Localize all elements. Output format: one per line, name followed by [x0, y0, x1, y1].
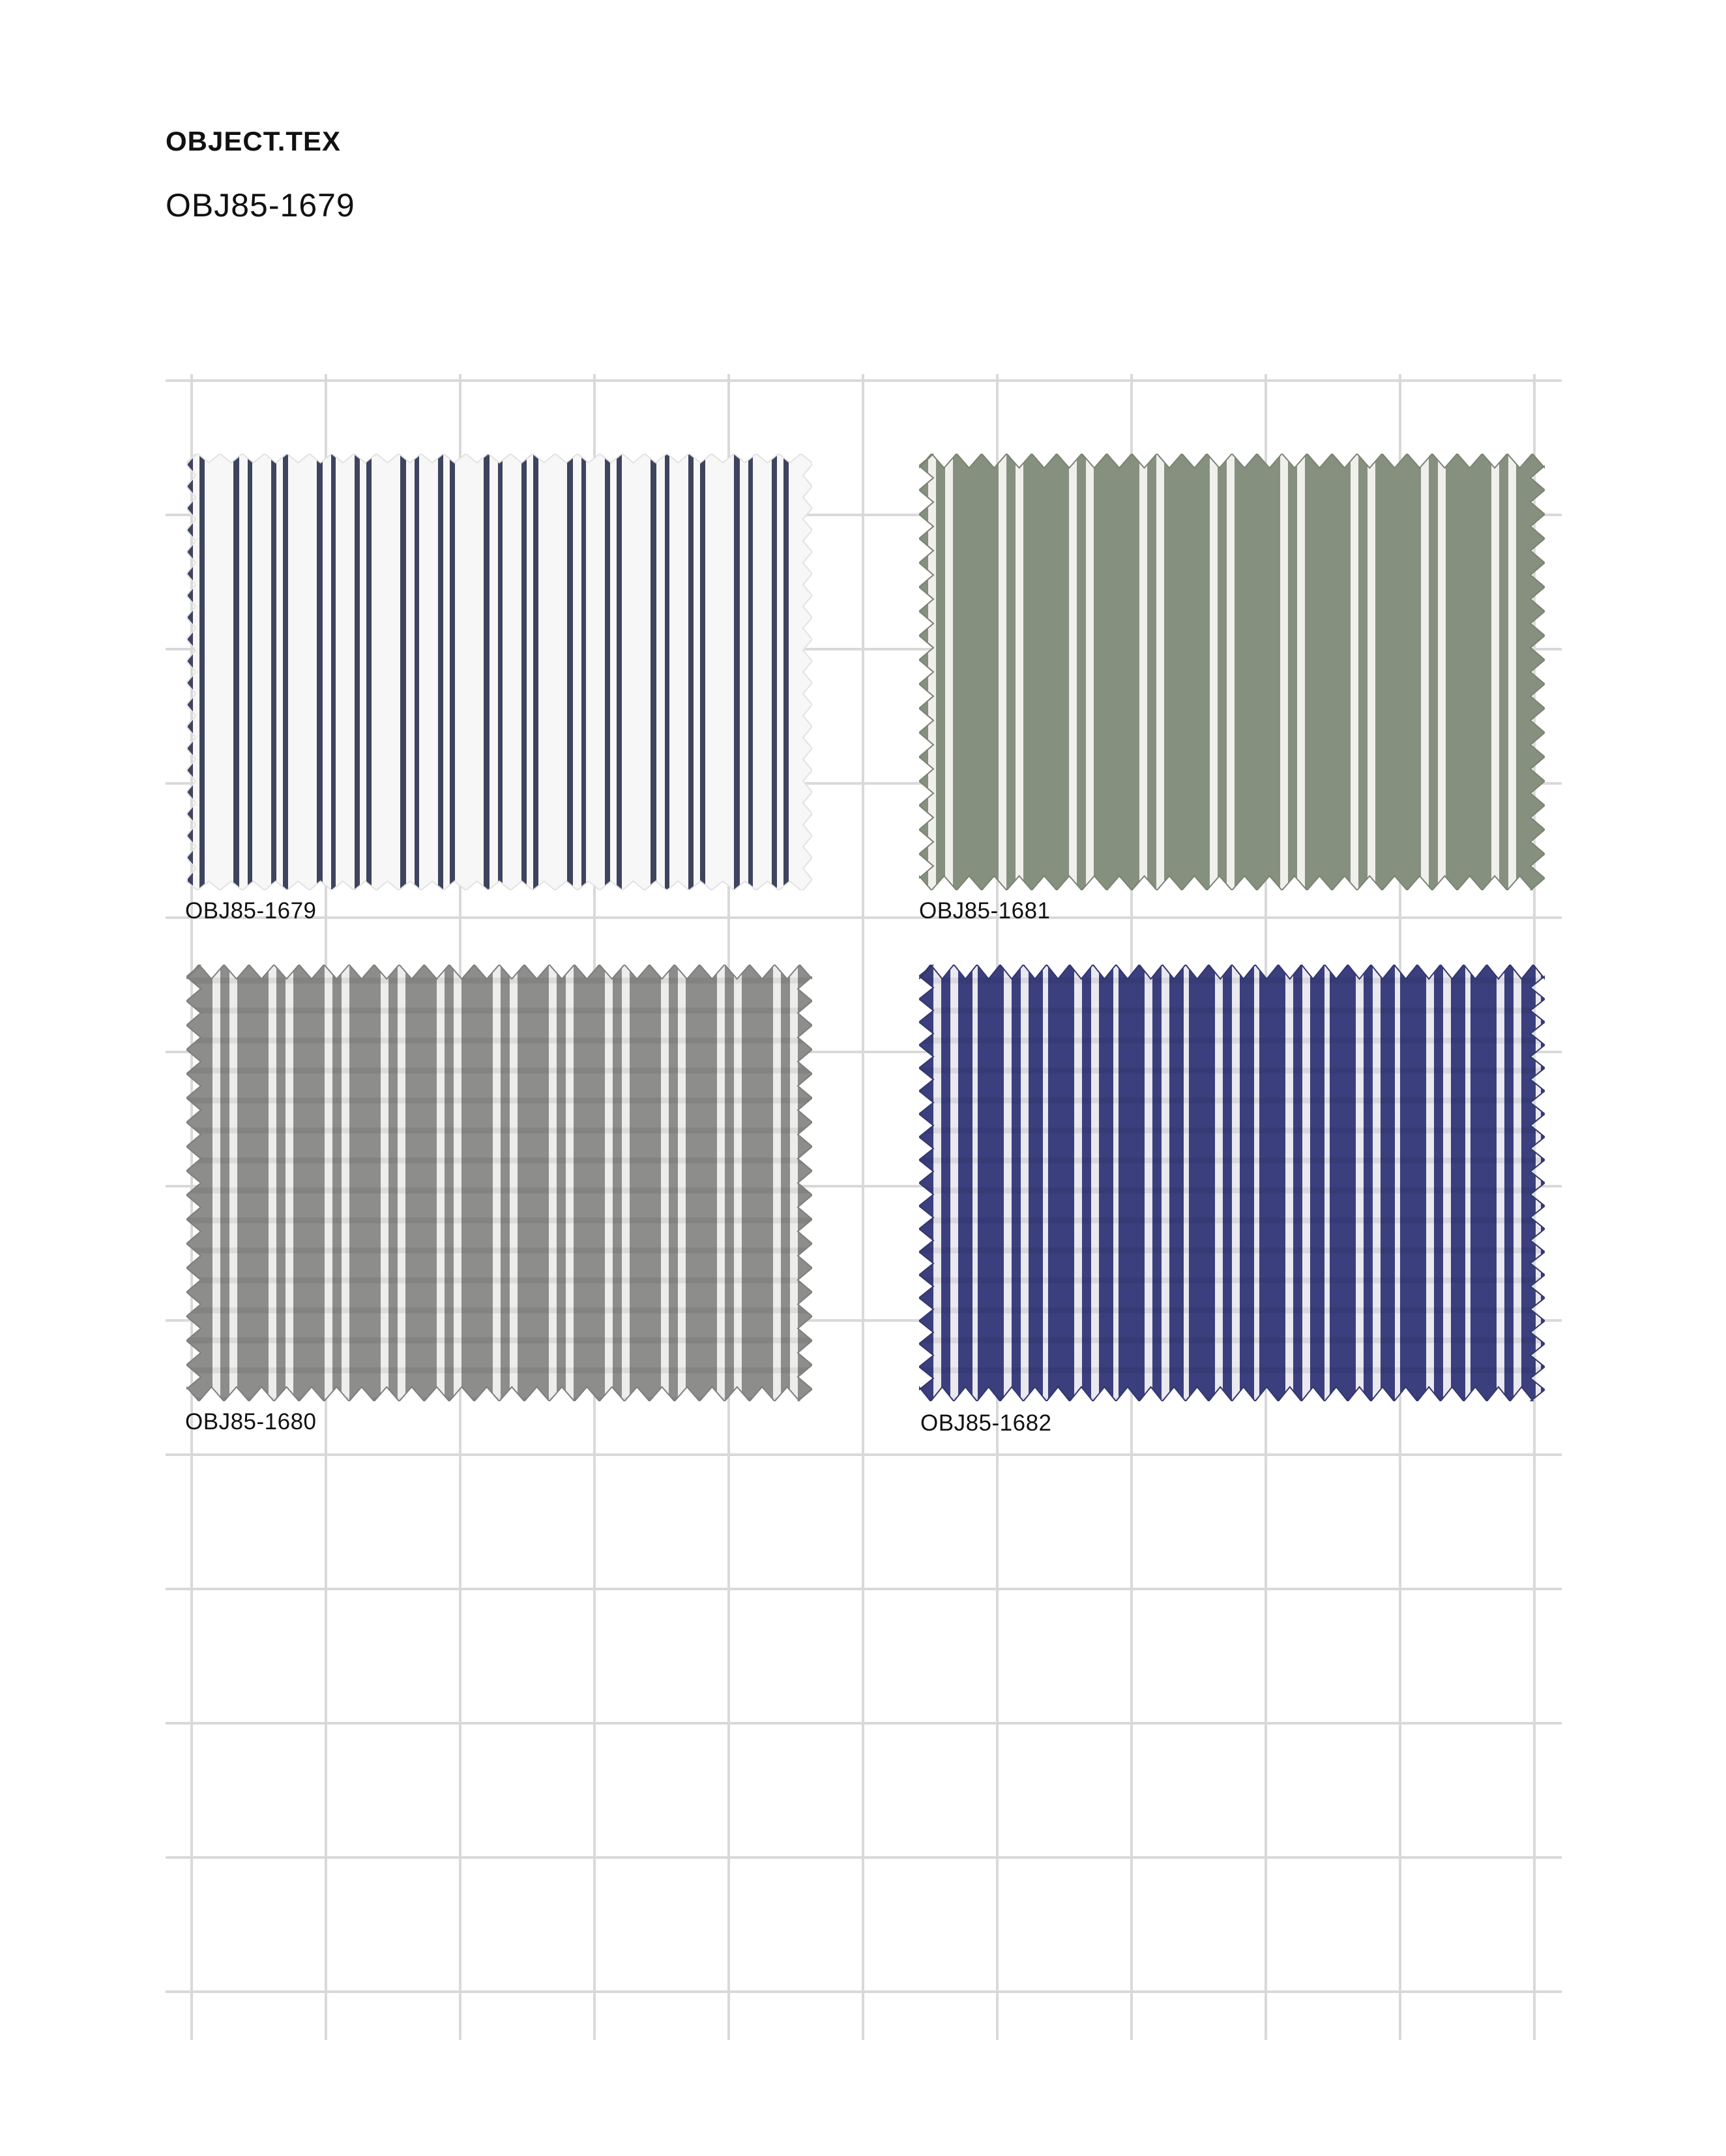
- fabric-stripe: [1465, 965, 1470, 1401]
- brand-title: OBJECT.TEX: [166, 126, 342, 156]
- fabric-stripe: [317, 454, 323, 890]
- fabric-stripe: [1536, 965, 1541, 1401]
- fabric-stripe: [1162, 965, 1169, 1401]
- fabric-stripe: [1091, 965, 1099, 1401]
- fabric-pucker: [186, 1008, 812, 1013]
- fabric-stripe: [1074, 965, 1082, 1401]
- fabric-stripe: [1285, 965, 1293, 1401]
- fabric-stripe: [1254, 965, 1259, 1401]
- fabric-stripe: [1373, 965, 1381, 1401]
- fabric-stripe: [581, 454, 586, 890]
- fabric-stripe: [717, 965, 725, 1401]
- fabric-stripe: [1016, 454, 1023, 890]
- fabric-pucker: [186, 1247, 812, 1253]
- fabric-stripe: [355, 454, 360, 890]
- fabric-stripe: [651, 454, 656, 890]
- fabric-stripe: [928, 454, 936, 890]
- fabric-stripe: [1043, 965, 1048, 1401]
- fabric-stripe: [678, 965, 686, 1401]
- fabric-pucker: [919, 1277, 1545, 1283]
- fabric-stripe: [188, 454, 193, 890]
- swatch-label-1680: OBJ85-1680: [185, 1409, 317, 1435]
- swatch-label-1679: OBJ85-1679: [185, 898, 317, 924]
- fabric-pucker: [186, 1307, 812, 1313]
- fabric-stripe: [1395, 965, 1400, 1401]
- fabric-stripe: [1113, 965, 1119, 1401]
- fabric-pucker: [186, 1128, 812, 1133]
- fabric-stripe: [1156, 454, 1164, 890]
- fabric-stripe: [1232, 965, 1240, 1401]
- fabric-stripe: [1426, 965, 1434, 1401]
- fabric-stripe: [999, 454, 1006, 890]
- fabric-pucker: [919, 1158, 1545, 1163]
- fabric-stripe: [1139, 454, 1147, 890]
- fabric-stripe: [567, 454, 573, 890]
- fabric-stripe: [1438, 454, 1446, 890]
- fabric-stripe: [450, 454, 455, 890]
- fabric-pucker: [186, 1367, 812, 1373]
- fabric-stripe: [1210, 454, 1218, 890]
- fabric-stripe: [1302, 965, 1310, 1401]
- fabric-pucker: [186, 978, 812, 983]
- fabric-pucker: [186, 1277, 812, 1283]
- fabric-stripe: [1497, 965, 1504, 1401]
- fabric-stripe: [1421, 454, 1429, 890]
- fabric-pucker: [186, 1068, 812, 1073]
- document-code: OBJ85-1679: [166, 187, 355, 224]
- fabric-pucker: [919, 1068, 1545, 1073]
- fabric-stripe: [933, 965, 941, 1401]
- fabric-stripe: [1280, 454, 1288, 890]
- fabric-stripe: [1356, 965, 1364, 1401]
- fabric-stripe: [783, 454, 789, 890]
- fabric-pucker: [186, 1098, 812, 1103]
- fabric-stripe: [498, 454, 503, 890]
- fabric-stripe: [1184, 965, 1189, 1401]
- fabric-stripe: [748, 454, 753, 890]
- fabric-stripe: [484, 454, 490, 890]
- fabric-stripe: [1368, 454, 1375, 890]
- fabric-stripe: [661, 965, 669, 1401]
- fabric-stripe: [973, 965, 978, 1401]
- fabric-stripe: [1443, 965, 1451, 1401]
- fabric-pucker: [919, 1337, 1545, 1343]
- fabric-stripe: [772, 454, 777, 890]
- fabric-stripe: [415, 454, 419, 890]
- fabric-stripe: [622, 965, 630, 1401]
- fabric-pucker: [186, 1217, 812, 1223]
- swatch-label-1682: OBJ85-1682: [920, 1410, 1052, 1436]
- fabric-swatch-1679: [186, 454, 812, 890]
- fabric-pucker: [919, 1217, 1545, 1223]
- fabric-stripe: [605, 965, 613, 1401]
- fabric-stripe: [493, 965, 501, 1401]
- fabric-stripe: [617, 454, 622, 890]
- fabric-stripe: [398, 965, 405, 1401]
- fabric-swatch-1680: [186, 965, 812, 1401]
- fabric-pucker: [186, 1337, 812, 1343]
- fabric-stripe: [271, 454, 276, 890]
- fabric-swatch-1682: [919, 965, 1545, 1401]
- fabric-stripe: [950, 965, 958, 1401]
- fabric-stripe: [1145, 965, 1152, 1401]
- fabric-stripe: [366, 454, 372, 890]
- swatch-label-1681: OBJ85-1681: [919, 898, 1051, 924]
- fabric-pucker: [919, 1367, 1545, 1373]
- fabric-stripe: [454, 965, 461, 1401]
- fabric-stripe: [437, 965, 445, 1401]
- fabric-stripe: [1508, 454, 1516, 890]
- fabric-stripe: [605, 454, 610, 890]
- fabric-stripe: [734, 454, 740, 890]
- fabric-pucker: [919, 1038, 1545, 1043]
- fabric-stripe: [1069, 454, 1077, 890]
- fabric-stripe: [1004, 965, 1012, 1401]
- fabric-stripe: [331, 454, 336, 890]
- fabric-stripe: [199, 454, 205, 890]
- fabric-stripe: [233, 454, 239, 890]
- fabric-pucker: [186, 1038, 812, 1043]
- fabric-stripe: [285, 965, 293, 1401]
- fabric-pucker: [919, 1247, 1545, 1253]
- fabric-stripe: [734, 965, 742, 1401]
- fabric-stripe: [1215, 965, 1223, 1401]
- fabric-pucker: [919, 1187, 1545, 1193]
- fabric-stripe: [790, 965, 798, 1401]
- fabric-stripe: [773, 965, 781, 1401]
- fabric-stripe: [1491, 454, 1499, 890]
- fabric-stripe: [549, 965, 557, 1401]
- fabric-stripe: [283, 454, 288, 890]
- fabric-pucker: [186, 1187, 812, 1193]
- fabric-stripe: [688, 454, 694, 890]
- fabric-stripe: [1351, 454, 1358, 890]
- fabric-stripe: [1297, 454, 1305, 890]
- fabric-stripe: [510, 965, 518, 1401]
- fabric-stripe: [665, 454, 669, 890]
- fabric-stripe: [381, 965, 388, 1401]
- fabric-stripe: [1021, 965, 1029, 1401]
- fabric-stripe: [248, 454, 252, 890]
- fabric-stripe: [533, 454, 538, 890]
- fabric-stripe: [1086, 454, 1094, 890]
- fabric-stripe: [1514, 965, 1521, 1401]
- fabric-swatch-1681: [919, 454, 1545, 890]
- fabric-pucker: [919, 1128, 1545, 1133]
- fabric-stripe: [325, 965, 332, 1401]
- fabric-stripe: [212, 965, 220, 1401]
- fabric-pucker: [919, 1307, 1545, 1313]
- fabric-stripe: [1227, 454, 1235, 890]
- fabric-pucker: [919, 1008, 1545, 1013]
- fabric-stripe: [400, 454, 406, 890]
- fabric-stripe: [521, 454, 527, 890]
- fabric-stripe: [438, 454, 443, 890]
- fabric-stripe: [945, 454, 953, 890]
- fabric-stripe: [1324, 965, 1330, 1401]
- fabric-stripe: [566, 965, 574, 1401]
- fabric-pucker: [186, 1158, 812, 1163]
- fabric-stripe: [342, 965, 349, 1401]
- fabric-stripe: [229, 965, 237, 1401]
- fabric-pucker: [919, 1098, 1545, 1103]
- fabric-stripe: [700, 454, 705, 890]
- fabric-stripe: [269, 965, 276, 1401]
